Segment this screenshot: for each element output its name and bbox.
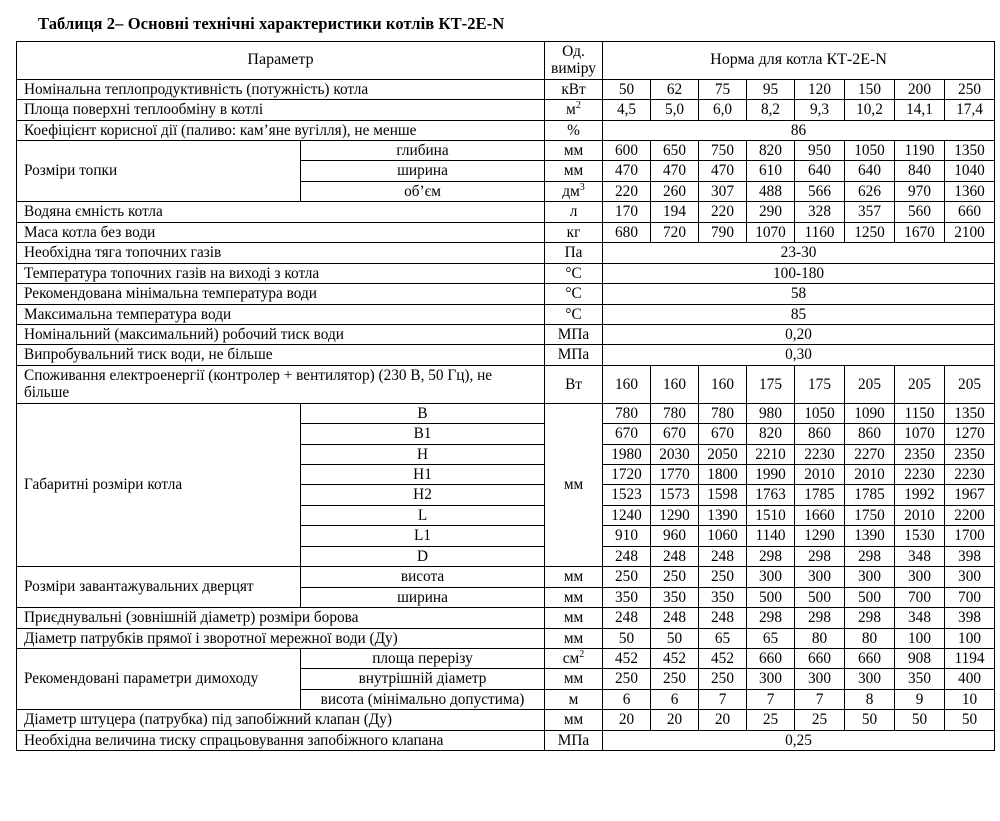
value-cell: 560 — [895, 202, 945, 222]
header-row — [17, 42, 995, 80]
value-cell: 20 — [651, 710, 699, 730]
value-cell: 1070 — [747, 222, 795, 242]
unit-cell: Вт — [545, 365, 603, 403]
value-cell: 780 — [651, 403, 699, 423]
parameter-cell: Необхідна тяга топочних газів — [17, 243, 545, 263]
value-cell: 2230 — [795, 444, 845, 464]
value-cell: 500 — [747, 587, 795, 607]
value-cell: 298 — [747, 608, 795, 628]
unit-cell: кг — [545, 222, 603, 242]
value-cell: 350 — [699, 587, 747, 607]
value-cell: 2350 — [945, 444, 995, 464]
value-cell: 452 — [603, 648, 651, 668]
value-cell: 250 — [651, 669, 699, 689]
value-cell: 640 — [795, 161, 845, 181]
value-cell: 7 — [747, 689, 795, 709]
value-cell: 1700 — [945, 526, 995, 546]
value-cell: 1598 — [699, 485, 747, 505]
unit-cell: мм — [545, 710, 603, 730]
sub-parameter-cell: L1 — [301, 526, 545, 546]
sub-parameter-cell: B — [301, 403, 545, 423]
value-cell: 1350 — [945, 141, 995, 161]
value-cell: 1785 — [795, 485, 845, 505]
value-cell: 1990 — [747, 465, 795, 485]
value-cell: 1670 — [895, 222, 945, 242]
unit-cell: мм — [545, 161, 603, 181]
value-cell: 300 — [747, 567, 795, 587]
value-cell: 350 — [603, 587, 651, 607]
table-row — [17, 120, 995, 140]
value-cell: 1290 — [795, 526, 845, 546]
value-cell: 660 — [747, 648, 795, 668]
unit-cell: $см^2$ — [545, 648, 603, 668]
value-cell: 1240 — [603, 505, 651, 525]
value-cell: 2010 — [845, 465, 895, 485]
value-cell-merged: 0,20 — [603, 324, 995, 344]
value-cell: 357 — [845, 202, 895, 222]
value-cell: 248 — [699, 546, 747, 566]
value-cell: 8 — [845, 689, 895, 709]
value-cell: 1510 — [747, 505, 795, 525]
unit-cell: м — [545, 689, 603, 709]
value-cell: 488 — [747, 181, 795, 201]
value-cell: 1530 — [895, 526, 945, 546]
value-cell: 20 — [603, 710, 651, 730]
value-cell: 5,0 — [651, 100, 699, 120]
value-cell: 25 — [747, 710, 795, 730]
value-cell: 452 — [699, 648, 747, 668]
value-cell: 470 — [651, 161, 699, 181]
value-cell: 566 — [795, 181, 845, 201]
parameter-cell: Номінальна теплопродуктивність (потужність) котла — [17, 79, 545, 99]
value-cell: 75 — [699, 79, 747, 99]
value-cell: 2350 — [895, 444, 945, 464]
value-cell: 2270 — [845, 444, 895, 464]
value-cell: 860 — [795, 424, 845, 444]
parameter-group-cell: Розміри завантажувальних дверцят — [17, 567, 301, 608]
value-cell: 194 — [651, 202, 699, 222]
value-cell: 307 — [699, 181, 747, 201]
value-cell: 95 — [747, 79, 795, 99]
value-cell: 50 — [603, 79, 651, 99]
value-cell: 9 — [895, 689, 945, 709]
value-cell: 820 — [747, 141, 795, 161]
value-cell: 20 — [699, 710, 747, 730]
value-cell: 2200 — [945, 505, 995, 525]
unit-cell: мм — [545, 587, 603, 607]
value-cell: 50 — [895, 710, 945, 730]
sub-parameter-cell: площа перерізу — [301, 648, 545, 668]
value-cell: 175 — [747, 365, 795, 403]
value-cell: 175 — [795, 365, 845, 403]
table-row — [17, 141, 995, 161]
value-cell: 50 — [651, 628, 699, 648]
value-cell: 100 — [945, 628, 995, 648]
table-row — [17, 324, 995, 344]
value-cell: 780 — [603, 403, 651, 423]
value-cell: 500 — [795, 587, 845, 607]
value-cell: 65 — [699, 628, 747, 648]
value-cell: 300 — [795, 567, 845, 587]
value-cell: 1040 — [945, 161, 995, 181]
value-cell: 670 — [699, 424, 747, 444]
unit-cell: мм — [545, 608, 603, 628]
value-cell: 120 — [795, 79, 845, 99]
table-caption: Таблиця 2– Основні технічні характеристики котлів КТ-2Е-N — [38, 14, 505, 33]
value-cell: 80 — [795, 628, 845, 648]
value-cell: 1090 — [845, 403, 895, 423]
table-row — [17, 567, 995, 587]
value-cell: 960 — [651, 526, 699, 546]
value-cell-merged: 100-180 — [603, 263, 995, 283]
value-cell: 610 — [747, 161, 795, 181]
unit-cell: °С — [545, 304, 603, 324]
value-cell: 400 — [945, 669, 995, 689]
value-cell: 8,2 — [747, 100, 795, 120]
value-cell: 10 — [945, 689, 995, 709]
value-cell: 790 — [699, 222, 747, 242]
unit-cell: МПа — [545, 345, 603, 365]
value-cell: 820 — [747, 424, 795, 444]
table-row — [17, 403, 995, 423]
unit-cell: МПа — [545, 730, 603, 750]
value-cell: 470 — [699, 161, 747, 181]
value-cell: 1573 — [651, 485, 699, 505]
value-cell: 626 — [845, 181, 895, 201]
value-cell: 970 — [895, 181, 945, 201]
value-cell: 7 — [699, 689, 747, 709]
value-cell: 980 — [747, 403, 795, 423]
value-cell: 1785 — [845, 485, 895, 505]
value-cell: 398 — [945, 546, 995, 566]
value-cell: 348 — [895, 546, 945, 566]
header-unit-line2: виміру — [551, 60, 597, 78]
unit-cell: °С — [545, 284, 603, 304]
value-cell: 300 — [747, 669, 795, 689]
value-cell: 908 — [895, 648, 945, 668]
sub-parameter-cell: висота — [301, 567, 545, 587]
value-cell: 260 — [651, 181, 699, 201]
value-cell: 9,3 — [795, 100, 845, 120]
value-cell: 300 — [845, 669, 895, 689]
value-cell-merged: 85 — [603, 304, 995, 324]
table-row — [17, 730, 995, 750]
value-cell: 700 — [945, 587, 995, 607]
value-cell: 205 — [945, 365, 995, 403]
value-cell: 298 — [795, 546, 845, 566]
table-row — [17, 222, 995, 242]
value-cell: 250 — [651, 567, 699, 587]
value-cell: 170 — [603, 202, 651, 222]
value-cell: 660 — [845, 648, 895, 668]
value-cell: 780 — [699, 403, 747, 423]
unit-cell: л — [545, 202, 603, 222]
parameter-group-cell: Рекомендовані параметри димоходу — [17, 648, 301, 709]
value-cell: 398 — [945, 608, 995, 628]
value-cell: 250 — [699, 669, 747, 689]
value-cell: 2100 — [945, 222, 995, 242]
value-cell: 150 — [845, 79, 895, 99]
value-cell: 298 — [845, 608, 895, 628]
unit-cell: % — [545, 120, 603, 140]
table-row — [17, 243, 995, 263]
value-cell: 1390 — [845, 526, 895, 546]
header-unit-line1: Од. — [562, 43, 585, 60]
value-cell: 452 — [651, 648, 699, 668]
parameter-group-cell: Розміри топки — [17, 141, 301, 202]
value-cell: 10,2 — [845, 100, 895, 120]
sub-parameter-cell: ширина — [301, 587, 545, 607]
value-cell: 950 — [795, 141, 845, 161]
value-cell: 1390 — [699, 505, 747, 525]
parameter-cell: Діаметр штуцера (патрубка) під запобіжний клапан (Ду) — [17, 710, 545, 730]
parameter-cell: Маса котла без води — [17, 222, 545, 242]
value-cell: 1350 — [945, 403, 995, 423]
value-cell: 220 — [699, 202, 747, 222]
value-cell: 1800 — [699, 465, 747, 485]
value-cell: 1050 — [795, 403, 845, 423]
value-cell: 248 — [651, 608, 699, 628]
table-row — [17, 608, 995, 628]
value-cell: 14,1 — [895, 100, 945, 120]
unit-superscript: 2 — [579, 648, 585, 660]
value-cell: 298 — [747, 546, 795, 566]
value-cell: 2230 — [895, 465, 945, 485]
value-cell: 1523 — [603, 485, 651, 505]
parameter-cell: Площа поверхні теплообміну в котлі — [17, 100, 545, 120]
sub-parameter-cell: H1 — [301, 465, 545, 485]
value-cell: 1770 — [651, 465, 699, 485]
value-cell-merged: 0,25 — [603, 730, 995, 750]
table-row — [17, 710, 995, 730]
value-cell: 660 — [795, 648, 845, 668]
value-cell: 248 — [699, 608, 747, 628]
parameter-cell: Водяна ємність котла — [17, 202, 545, 222]
unit-cell: Па — [545, 243, 603, 263]
value-cell: 160 — [603, 365, 651, 403]
value-cell: 100 — [895, 628, 945, 648]
value-cell: 660 — [945, 202, 995, 222]
unit-cell: мм — [545, 628, 603, 648]
table-row — [17, 100, 995, 120]
value-cell: 1720 — [603, 465, 651, 485]
parameter-cell: Необхідна величина тиску спрацьовування запобіжного клапана — [17, 730, 545, 750]
header-norm: Норма для котла КТ-2Е-N — [603, 42, 995, 80]
value-cell: 4,5 — [603, 100, 651, 120]
value-cell: 65 — [747, 628, 795, 648]
value-cell: 1270 — [945, 424, 995, 444]
value-cell-merged: 0,30 — [603, 345, 995, 365]
specifications-table — [16, 41, 995, 751]
parameter-cell: Рекомендована мінімальна температура води — [17, 284, 545, 304]
sub-parameter-cell: B1 — [301, 424, 545, 444]
value-cell: 50 — [845, 710, 895, 730]
value-cell: 348 — [895, 608, 945, 628]
value-cell: 300 — [945, 567, 995, 587]
unit-superscript: 3 — [579, 181, 585, 193]
value-cell: 600 — [603, 141, 651, 161]
table-row — [17, 79, 995, 99]
value-cell: 250 — [603, 567, 651, 587]
sub-parameter-cell: ширина — [301, 161, 545, 181]
value-cell: 1150 — [895, 403, 945, 423]
value-cell: 350 — [895, 669, 945, 689]
value-cell: 6,0 — [699, 100, 747, 120]
value-cell: 1160 — [795, 222, 845, 242]
unit-cell: °С — [545, 263, 603, 283]
value-cell: 50 — [603, 628, 651, 648]
value-cell: 500 — [845, 587, 895, 607]
value-cell: 300 — [895, 567, 945, 587]
parameter-cell: Температура топочних газів на виході з котла — [17, 263, 545, 283]
table-body — [17, 79, 995, 750]
value-cell: 640 — [845, 161, 895, 181]
value-cell: 1763 — [747, 485, 795, 505]
parameter-cell: Максимальна температура води — [17, 304, 545, 324]
value-cell-merged: 86 — [603, 120, 995, 140]
value-cell: 700 — [895, 587, 945, 607]
value-cell-merged: 23-30 — [603, 243, 995, 263]
sub-parameter-cell: H2 — [301, 485, 545, 505]
parameter-cell: Номінальний (максимальний) робочий тиск води — [17, 324, 545, 344]
value-cell: 910 — [603, 526, 651, 546]
table-row — [17, 628, 995, 648]
value-cell: 200 — [895, 79, 945, 99]
table-head — [17, 42, 995, 80]
sub-parameter-cell: H — [301, 444, 545, 464]
value-cell: 205 — [845, 365, 895, 403]
value-cell: 670 — [651, 424, 699, 444]
value-cell: 670 — [603, 424, 651, 444]
sub-parameter-cell: глибина — [301, 141, 545, 161]
value-cell: 720 — [651, 222, 699, 242]
value-cell: 248 — [603, 608, 651, 628]
table-row — [17, 648, 995, 668]
sub-parameter-cell: L — [301, 505, 545, 525]
value-cell: 750 — [699, 141, 747, 161]
table-row — [17, 365, 995, 403]
value-cell: 650 — [651, 141, 699, 161]
parameter-cell: Приєднувальні (зовнішній діаметр) розміри борова — [17, 608, 545, 628]
table-row — [17, 284, 995, 304]
value-cell: 298 — [795, 608, 845, 628]
unit-cell: мм — [545, 567, 603, 587]
value-cell: 2010 — [795, 465, 845, 485]
value-cell: 2050 — [699, 444, 747, 464]
sub-parameter-cell: висота (мінімально допустима) — [301, 689, 545, 709]
value-cell: 2210 — [747, 444, 795, 464]
value-cell: 680 — [603, 222, 651, 242]
value-cell: 250 — [945, 79, 995, 99]
parameter-cell: Коефіцієнт корисної дії (паливо: кам’яне вугілля), не менше — [17, 120, 545, 140]
value-cell: 1194 — [945, 648, 995, 668]
value-cell: 470 — [603, 161, 651, 181]
value-cell: 6 — [603, 689, 651, 709]
value-cell: 248 — [651, 546, 699, 566]
value-cell: 250 — [603, 669, 651, 689]
table-row — [17, 345, 995, 365]
unit-cell: $м^2$ — [545, 100, 603, 120]
value-cell: 62 — [651, 79, 699, 99]
value-cell: 1250 — [845, 222, 895, 242]
value-cell: 17,4 — [945, 100, 995, 120]
header-unit — [545, 42, 603, 80]
unit-cell: мм — [545, 141, 603, 161]
value-cell: 1750 — [845, 505, 895, 525]
value-cell: 300 — [795, 669, 845, 689]
value-cell-merged: 58 — [603, 284, 995, 304]
value-cell: 50 — [945, 710, 995, 730]
value-cell: 298 — [845, 546, 895, 566]
table-row — [17, 202, 995, 222]
value-cell: 80 — [845, 628, 895, 648]
table-row — [17, 263, 995, 283]
value-cell: 1992 — [895, 485, 945, 505]
value-cell: 1050 — [845, 141, 895, 161]
parameter-group-cell: Габаритні розміри котла — [17, 403, 301, 567]
value-cell: 7 — [795, 689, 845, 709]
value-cell: 205 — [895, 365, 945, 403]
value-cell: 250 — [699, 567, 747, 587]
value-cell: 290 — [747, 202, 795, 222]
value-cell: 248 — [603, 546, 651, 566]
value-cell: 2010 — [895, 505, 945, 525]
parameter-cell: Випробувальний тиск води, не більше — [17, 345, 545, 365]
unit-cell: $дм^3$ — [545, 181, 603, 201]
value-cell: 860 — [845, 424, 895, 444]
value-cell: 1360 — [945, 181, 995, 201]
value-cell: 1967 — [945, 485, 995, 505]
value-cell: 840 — [895, 161, 945, 181]
unit-superscript: 2 — [575, 100, 581, 112]
value-cell: 328 — [795, 202, 845, 222]
value-cell: 1660 — [795, 505, 845, 525]
value-cell: 1070 — [895, 424, 945, 444]
value-cell: 1140 — [747, 526, 795, 546]
sub-parameter-cell: внутрішній діаметр — [301, 669, 545, 689]
unit-cell: мм — [545, 669, 603, 689]
unit-cell: МПа — [545, 324, 603, 344]
value-cell: 2230 — [945, 465, 995, 485]
sub-parameter-cell: об’єм — [301, 181, 545, 201]
value-cell: 300 — [845, 567, 895, 587]
value-cell: 2030 — [651, 444, 699, 464]
value-cell: 350 — [651, 587, 699, 607]
value-cell: 160 — [699, 365, 747, 403]
header-param: Параметр — [17, 42, 545, 80]
table-row — [17, 304, 995, 324]
unit-cell: мм — [545, 403, 603, 567]
value-cell: 1060 — [699, 526, 747, 546]
sub-parameter-cell: D — [301, 546, 545, 566]
value-cell: 6 — [651, 689, 699, 709]
value-cell: 25 — [795, 710, 845, 730]
parameter-cell: Споживання електроенергії (контролер + вентилятор) (230 В, 50 Гц), не більше — [17, 365, 545, 403]
value-cell: 220 — [603, 181, 651, 201]
unit-cell: кВт — [545, 79, 603, 99]
parameter-cell: Діаметр патрубків прямої і зворотної мережної води (Ду) — [17, 628, 545, 648]
value-cell: 1980 — [603, 444, 651, 464]
value-cell: 1190 — [895, 141, 945, 161]
value-cell: 1290 — [651, 505, 699, 525]
value-cell: 160 — [651, 365, 699, 403]
